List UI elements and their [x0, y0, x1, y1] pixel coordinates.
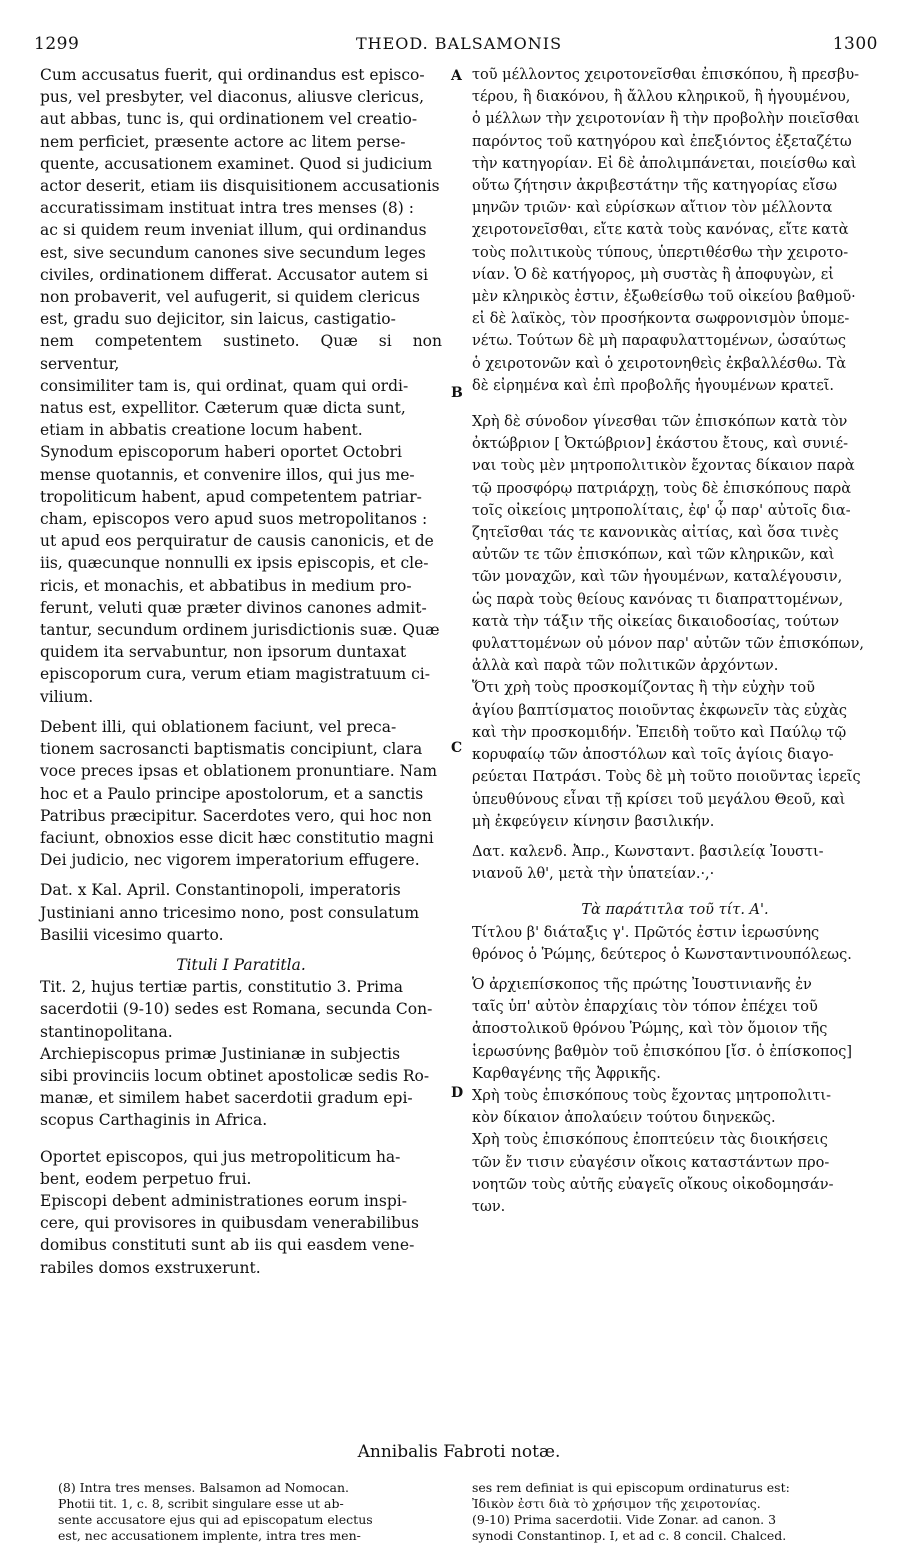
latin-paragraph-5: Tit. 2, hujus tertiæ partis, constitutio 3. Prima sacerdotii (9-10) sedes est Romana, secunda Con- stantinopolitana. — [40, 978, 433, 1041]
margin-marker-a: A — [451, 68, 462, 84]
greek-paragraph-3: Ὅτι χρὴ τοὺς προσκομίζοντας ἢ τὴν εὐχὴν τοῦ ἁγίου βαπτίσματος ποιοῦντας ἐκφωνεῖν τὰς εὐχὰς καὶ τὴν προσκομιδήν. Ἐπειδὴ τοῦτο καὶ Παύλῳ τῷ κορυφαίῳ τῶν ἀποστόλων καὶ τοῖς ἁγίοις διαγο- ρεύεται Πατράσι. Τοὺς δὲ μὴ τοῦτο ποιοῦντας ἱερεῖς ὑπευθύνους εἶναι τῇ κρίσει τοῦ μεγάλου Θεοῦ, καὶ μὴ ἐκφεύγειν κίνησιν βασιλικήν. — [472, 680, 861, 830]
greek-paragraph-1: τοῦ μέλλοντος χειροτονεῖσθαι ἐπισκόπου, ἢ πρεσβυ- τέρου, ἢ διακόνου, ἢ ἄλλου κληρικοῦ, ἢ ἡγουμένου, ὁ μέλλων τὴν χειροτονίαν ἢ τὴν προβολὴν ποιεῖσθαι παρόντος τοῦ κατηγόρου καὶ ἐπεξιόντος ἐξεταζέτω τὴν κατηγορίαν. Εἰ δὲ ἀπολιμπάνεται, ποιείσθω καὶ οὕτω ζήτησιν ἀκριβεστάτην τῆς κατηγορίας εἴσω μηνῶν τριῶν· καὶ εὑρίσκων αἴτιον τὸν μέλλοντα χειροτονεῖσθαι, εἴτε κατὰ τοὺς κανόνας, εἴτε κατὰ τοὺς πολιτικοὺς τύπους, ὑπερτιθέσθω τὴν χειροτο- νίαν. Ὁ δὲ κατήγορος, μὴ συστὰς ἢ ἀποφυγὼν, εἰ μὲν κληρικὸς ἐστιν, ἐξωθείσθω τοῦ οἰκείου βαθμοῦ· εἰ δὲ λαϊκὸς, τὸν προσήκοντα σωφρονισμὸν ὑπομε- νέτω. Τούτων δὲ μὴ παραφυλαττομένων, ὡσαύτως ὁ χειροτονῶν καὶ ὁ χειροτονηθεὶς ἐκβαλλέσθω. Τὰ δὲ εἰρημένα καὶ ἐπὶ προβολῆς ἡγουμένων κρατεῖ. — [472, 67, 860, 394]
footnote-left: (8) Intra tres menses. Balsamon ad Nomocan. Photii tit. 1, c. 8, scribit singulare esse ut ab- sente accusatore ejus qui ad episcopatum electus est, nec accusationem implente, intra tres men- — [58, 1480, 373, 1543]
greek-paragraph-2: Χρὴ δὲ σύνοδον γίνεσθαι τῶν ἐπισκόπων κατὰ τὸν ὀκτώβριον [ Ὀκτώβριον] ἑκάστου ἔτους, καὶ συνιέ- ναι τοὺς μὲν μητροπολιτικὸν ἔχοντας δίκαιον παρὰ τῷ προσφόρῳ πατριάρχῃ, τοὺς δὲ ἐπισκόπους παρὰ τοῖς οἰκείοις μητροπολίταις, ἐφ' ᾧ παρ' αὐτοῖς δια- ζητεῖσθαι τάς τε κανονικὰς αἰτίας, καὶ ὅσα τινὲς αὐτῶν τε τῶν ἐπισκόπων, καὶ τῶν κληρικῶν, καὶ τῶν μοναχῶν, καὶ τῶν ἡγουμένων, καταλέγουσιν, ὡς παρὰ τοὺς θείους κανόνας τι διαπραττομένων, κατὰ τὴν τάξιν τῆς οἰκείας δικαιοδοσίας, τούτων φυλαττομένων οὐ μόνον παρ' αὐτῶν τῶν ἐπισκόπων, ἀλλὰ καὶ παρὰ τῶν πολιτικῶν ἀρχόντων. — [472, 414, 865, 675]
page-number-right: 1300 — [832, 34, 878, 54]
greek-paragraph-6: Ὁ ἀρχιεπίσκοπος τῆς πρώτης Ἰουστινιανῆς ἐν ταῖς ὑπ' αὐτὸν ἐπαρχίαις τὸν τόπον ἐπέχει τοῦ ἀποστολικοῦ θρόνου Ῥώμης, καὶ τὸν ὅμοιον τῆς ἱερωσύνης βαθμὸν τοῦ ἐπισκόπου [ἴσ. ὁ ἐπίσκοπος] Καρθαγένης τῆς Ἀφρικῆς. — [472, 976, 853, 1082]
page-number-left: 1299 — [34, 34, 80, 54]
latin-paragraph-4: Dat. x Kal. April. Constantinopoli, imperatoris Justiniani anno tricesimo nono, post consulatum Basilii vicesimo quarto. — [40, 881, 420, 944]
latin-paragraph-6: Archiepiscopus primæ Justinianæ in subjectis sibi provinciis locum obtinet apostolicæ sedis Ro- manæ, et similem habet sacerdotii gradum epi- scopus Carthaginis in Africa. — [40, 1044, 430, 1130]
latin-paragraph-2: Synodum episcoporum haberi oportet Octobri mense quotannis, et convenire illos, qui jus me- tropoliticum habent, apud competentem patriar- cham, episcopos vero apud suos metropolitanos : ut apud eos perquiratur de causis canonicis, et de iis, quæcunque nonnulli ex ipsis episcopis, et cle- ricis, et monachis, et abbatibus in medium pro- ferunt, veluti quæ præter divinos canones admit- tantur, secundum ordinem jurisdictionis suæ. Quæ quidem ita servabuntur, non ipsorum duntaxat episcoporum cura, verum etiam magistratuum ci- vilium. — [40, 443, 440, 706]
latin-paragraph-3: Debent illi, qui oblationem faciunt, vel preca- tionem sacrosancti baptismatis concipiunt, clara voce preces ipsas et oblationem pronuntiare. Nam hoc et a Paulo principe apostolorum, et a sanctis Patribus præcipitur. Sacerdotes vero, qui hoc non faciunt, obnoxios esse dicit hæc constitutio magni Dei judicio, nec vigorem imperatorium effugere. — [40, 717, 438, 870]
latin-column — [40, 64, 442, 1279]
latin-section-title: Tituli I Paratitla. — [176, 955, 306, 974]
latin-paragraph-1: Cum accusatus fuerit, qui ordinandus est episco- pus, vel presbyter, vel diaconus, aliusve clericus, aut abbas, tunc is, qui ordinationem vel creatio- nem perficiet, præsente actore ac litem perse- quente, accusationem examinet. Quod si judicium actor deserit, etiam iis disquisitionem accusationis accuratissimam instituat intra tres menses (8) : ac si quidem reum inveniat illum, qui ordinandus est, sive secundum canones sive secundum leges civiles, ordinationem differat. Accusator autem si non probaverit, vel aufugerit, si quidem clericus est, gradu suo dejicitor, sin laicus, castigatio- nem competentem sustineto. Quæ si non serventur, consimiliter tam is, qui ordinat, quam qui ordi- natus est, expellitor. Cæterum quæ dicta sunt, etiam in abbatis creatione locum habent. — [40, 66, 442, 440]
notes-title: Annibalis Fabroti notæ. — [357, 1442, 561, 1462]
latin-paragraph-8: Episcopi debent administrationes eorum inspi- cere, qui provisores in quibusdam venerabilibus domibus constituti sunt ab iis qui easdem vene- rabiles domos exstruxerunt. — [40, 1191, 419, 1277]
latin-paragraph-7: Oportet episcopos, qui jus metropoliticum ha- bent, eodem perpetuo frui. — [40, 1147, 401, 1188]
margin-marker-d: D — [451, 1085, 464, 1101]
greek-paragraph-7: Χρὴ τοὺς ἐπισκόπους τοὺς ἔχοντας μητροπολιτι- κὸν δίκαιον ἀπολαύειν τούτου διηνεκῶς. — [472, 1087, 832, 1127]
margin-marker-b: B — [451, 385, 463, 401]
greek-section-title: Τὰ παράτιτλα τοῦ τίτ. Α'. — [581, 902, 769, 919]
margin-marker-c: C — [451, 740, 463, 756]
greek-paragraph-4: Δατ. καλενδ. Ἀπρ., Κωνσταντ. βασιλείᾳ Ἰουστι- νιανοῦ λθ', μετὰ τὴν ὑπατείαν.·,· — [472, 843, 824, 883]
greek-paragraph-5: Τίτλου β' διάταξις γ'. Πρῶτός ἐστιν ἱερωσύνης θρόνος ὁ Ῥώμης, δεύτερος ὁ Κωνσταντινουπόλεως. — [472, 924, 852, 963]
footnote-right: ses rem definiat is qui episcopum ordinaturus est: Ἰδικὸν ἐστι διὰ τὸ χρήσιμον τῆς χειροτονίας. (9-10) Prima sacerdotii. Vide Zonar. ad canon. 3 synodi Constantinop. I, et ad c. 8 concil. Chalced. — [472, 1480, 790, 1543]
greek-column — [472, 64, 878, 1218]
running-title: THEOD. BALSAMONIS — [355, 34, 563, 53]
greek-paragraph-8: Χρὴ τοὺς ἐπισκόπους ἐποπτεύειν τὰς διοικήσεις τῶν ἔν τισιν εὐαγέσιν οἴκοις καταστάντων προ- νοητῶν τοὺς αὐτῆς εὐαγεῖς οἴκους οἰκοδομησάν- των. — [472, 1132, 834, 1215]
